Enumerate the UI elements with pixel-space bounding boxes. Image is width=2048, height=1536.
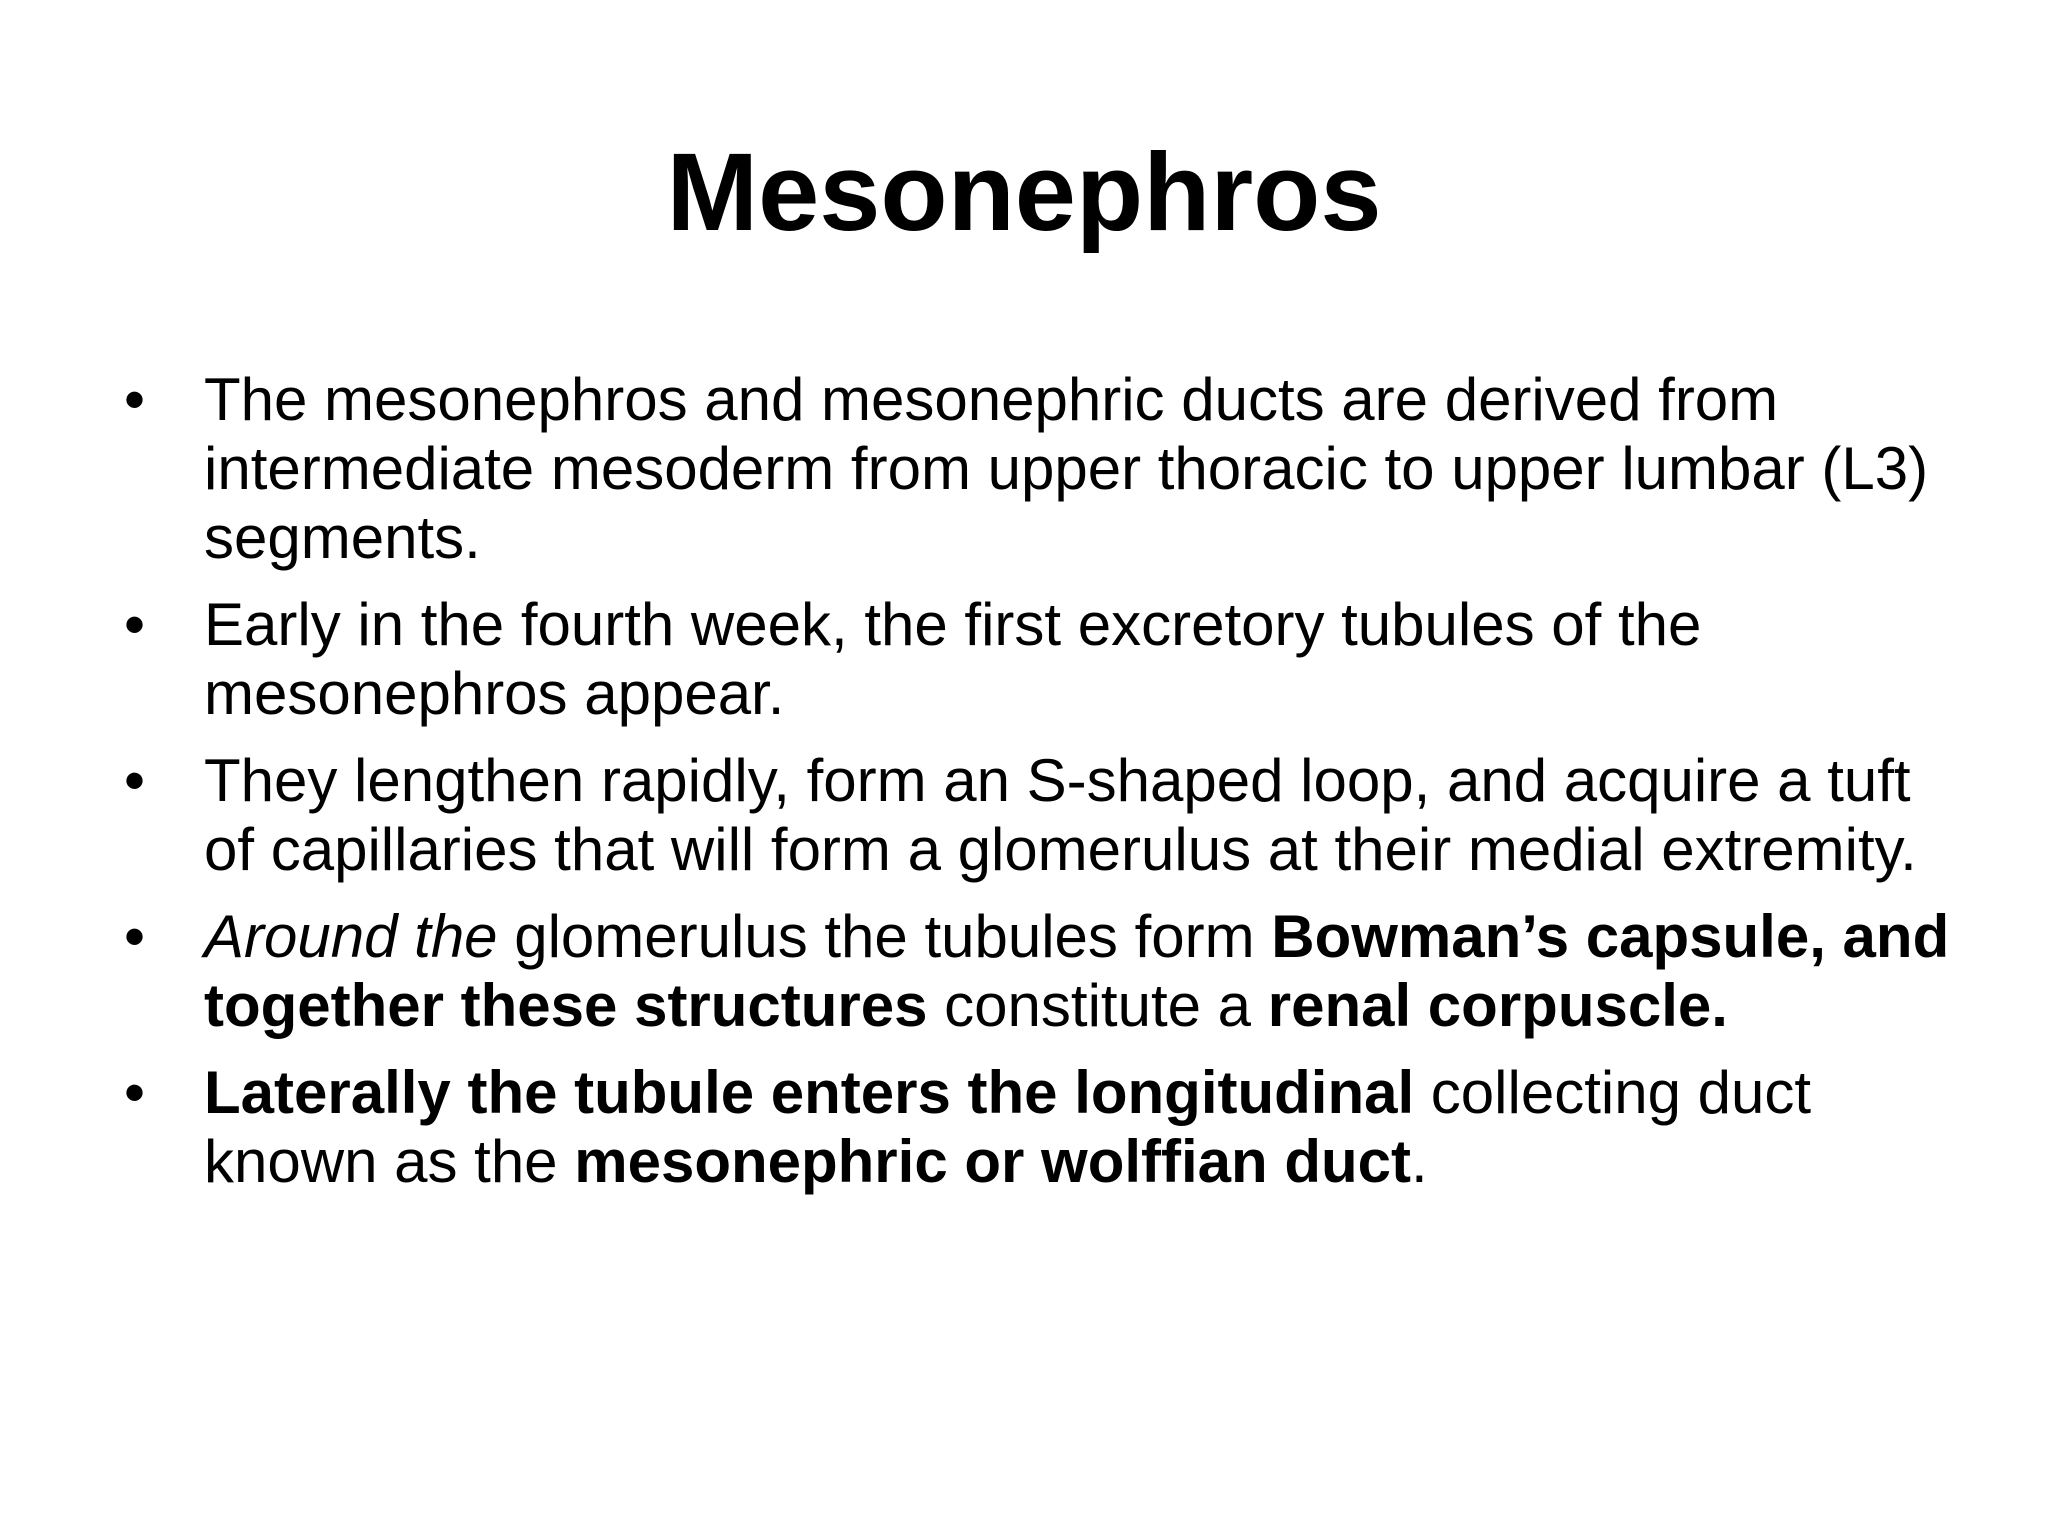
bullet-text: glomerulus the tubules form: [497, 903, 1272, 970]
bullet-item: [120, 1058, 1960, 1196]
slide-title: Mesonephros: [666, 131, 1382, 254]
bullet-text: They lengthen rapidly, form an S-shaped loop, and acquire a tuft of capillaries that will form a glomerulus at their medial extremity.: [204, 747, 1917, 883]
bullet-text-bold: renal corpuscle.: [1267, 972, 1728, 1039]
bullet-text: .: [1410, 1128, 1428, 1195]
bullet-dot-icon: •: [124, 366, 146, 433]
bullet-dot-icon: •: [124, 591, 146, 658]
bullet-text-bold: mesonephric or wolffian duct: [574, 1128, 1411, 1195]
bullet-item: [120, 902, 1960, 1040]
bullet-dot-icon: •: [124, 747, 146, 814]
bullet-text-bold: Bowman’s capsule, and together these structures: [204, 903, 1950, 1039]
bullet-item: [120, 746, 1960, 884]
bullet-text: collecting duct known as the: [204, 1059, 1812, 1195]
bullet-list: [120, 365, 1960, 1214]
bullet-text-italic: Around the: [204, 903, 498, 970]
bullet-text-bold: Laterally the tubule enters the longitudinal: [204, 1059, 1415, 1126]
bullet-item: [120, 365, 1960, 572]
bullet-text: Early in the fourth week, the first excretory tubules of the mesonephros appear.: [204, 591, 1702, 727]
bullet-text: The mesonephros and mesonephric ducts are derived from intermediate mesoderm from upper thoracic to upper lumbar (L3) segments.: [204, 366, 1929, 571]
bullet-dot-icon: •: [124, 903, 146, 970]
bullet-text: constitute a: [927, 972, 1268, 1039]
bullet-dot-icon: •: [124, 1059, 146, 1126]
bullet-item: [120, 590, 1960, 728]
